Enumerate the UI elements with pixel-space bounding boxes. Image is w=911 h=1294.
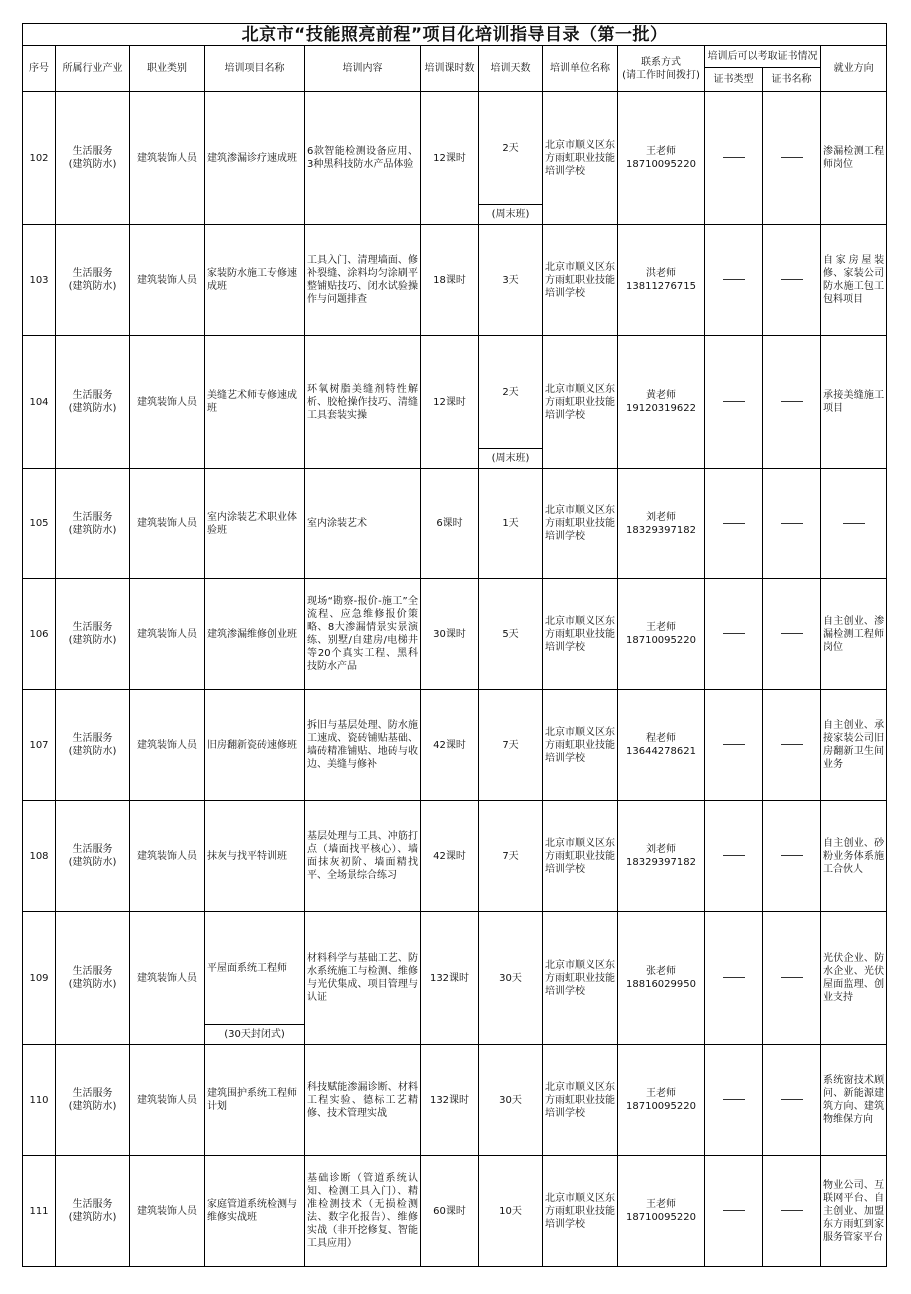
cell-cert-type (705, 469, 763, 579)
contact-teacher: 洪老师 (646, 268, 676, 279)
cell-employment: 渗漏检测工程师岗位 (821, 92, 887, 225)
contact-teacher: 王老师 (646, 1088, 676, 1099)
contact-phone: 18816029950 (626, 979, 696, 990)
header-contact-label: 联系方式 (641, 56, 681, 68)
table-row (23, 801, 887, 912)
cell-seq: 102 (23, 92, 56, 225)
contact-teacher: 王老师 (646, 1199, 676, 1210)
industry-main: 生活服务 (72, 733, 113, 744)
cell-unit: 北京市顺义区东方雨虹职业技能培训学校 (543, 225, 618, 336)
dash-line (723, 157, 745, 158)
industry-sub: (建筑防水) (68, 1101, 117, 1112)
cell-unit: 北京市顺义区东方雨虹职业技能培训学校 (543, 690, 618, 801)
dash-line (781, 279, 803, 280)
cell-unit: 北京市顺义区东方雨虹职业技能培训学校 (543, 801, 618, 912)
industry-main: 生活服务 (72, 1199, 113, 1210)
cell-days: 2天 (479, 92, 543, 205)
cell-industry (56, 1045, 130, 1156)
industry-sub: (建筑防水) (68, 1212, 117, 1223)
cell-industry (56, 92, 130, 225)
dash-line (781, 1099, 803, 1100)
contact-phone: 18329397182 (626, 857, 696, 868)
cell-employment: 自主创业、渗漏检测工程师岗位 (821, 579, 887, 690)
cell-project-name: 建筑渗漏维修创业班 (205, 579, 305, 690)
cell-hours: 6课时 (421, 469, 479, 579)
cell-job-category: 建筑装饰人员 (130, 801, 205, 912)
dash-line (781, 157, 803, 158)
cell-contact (618, 1156, 705, 1267)
dash-line (843, 523, 865, 524)
industry-sub: (建筑防水) (68, 403, 117, 414)
cell-days: 5天 (479, 579, 543, 690)
table-row (23, 225, 887, 336)
cell-content: 现场“勘察-报价-施工”全流程、应急维修报价策略、8大渗漏情景实景演练、别墅/自建房/电梯井等20个真实工程、黑科技防水产品 (305, 579, 421, 690)
dash-line (723, 1210, 745, 1211)
industry-main: 生活服务 (72, 1088, 113, 1099)
cell-project-name: 旧房翻新瓷砖速修班 (205, 690, 305, 801)
cell-seq: 106 (23, 579, 56, 690)
cell-hours: 18课时 (421, 225, 479, 336)
cell-content: 科技赋能渗漏诊断、材料工程实验、德标工艺精修、技术管理实战 (305, 1045, 421, 1156)
cell-content: 6款智能检测设备应用、3种黑科技防水产品体验 (305, 92, 421, 225)
cell-content: 基础诊断（管道系统认知、检测工具入门）、精准检测技术（无损检测法、数字化报告）、维修实战（非开挖修复、智能工具应用） (305, 1156, 421, 1267)
cell-cert-type (705, 1156, 763, 1267)
cell-content: 基层处理与工具、冲筋打点（墙面找平核心）、墙面抹灰初阶、墙面精找平、全场景综合练习 (305, 801, 421, 912)
cell-employment: 系统窗技术顾问、新能源建筑方向、建筑物维保方向 (821, 1045, 887, 1156)
header-content: 培训内容 (305, 46, 421, 92)
cell-job-category: 建筑装饰人员 (130, 336, 205, 469)
cell-unit: 北京市顺义区东方雨虹职业技能培训学校 (543, 1156, 618, 1267)
table-row (23, 469, 887, 579)
cell-seq: 107 (23, 690, 56, 801)
cell-contact (618, 1045, 705, 1156)
industry-sub: (建筑防水) (68, 524, 117, 536)
cell-cert-name (763, 1045, 821, 1156)
cell-seq: 109 (23, 912, 56, 1045)
cell-unit: 北京市顺义区东方雨虹职业技能培训学校 (543, 912, 618, 1045)
cell-industry (56, 579, 130, 690)
cell-unit: 北京市顺义区东方雨虹职业技能培训学校 (543, 92, 618, 225)
contact-teacher: 张老师 (646, 966, 676, 977)
cell-seq: 111 (23, 1156, 56, 1267)
cell-content: 材料科学与基础工艺、防水系统施工与检测、维修与光伏集成、项目管理与认证 (305, 912, 421, 1045)
header-contact-note: (请工作时间拨打) (622, 69, 700, 81)
dash-line (781, 523, 803, 524)
cell-cert-type (705, 1045, 763, 1156)
cell-job-category: 建筑装饰人员 (130, 469, 205, 579)
contact-teacher: 刘老师 (646, 511, 676, 523)
cell-cert-type (705, 801, 763, 912)
cell-content: 拆旧与基层处理、防水施工速成、瓷砖铺贴基础、墙砖精准铺贴、地砖与收边、美缝与修补 (305, 690, 421, 801)
cell-cert-name (763, 579, 821, 690)
contact-phone: 18710095220 (626, 635, 696, 646)
cell-industry (56, 225, 130, 336)
cell-contact (618, 801, 705, 912)
header-seq: 序号 (23, 46, 56, 92)
industry-main: 生活服务 (72, 390, 113, 401)
contact-teacher: 黄老师 (646, 390, 676, 401)
cell-contact (618, 690, 705, 801)
cell-project-name: 建筑围护系统工程师计划 (205, 1045, 305, 1156)
cell-industry (56, 801, 130, 912)
cell-job-category: 建筑装饰人员 (130, 225, 205, 336)
cell-seq: 104 (23, 336, 56, 469)
cell-employment: 承接美缝施工项目 (821, 336, 887, 469)
cell-cert-name (763, 912, 821, 1045)
industry-sub: (建筑防水) (68, 857, 117, 868)
dash-line (781, 855, 803, 856)
contact-phone: 18710095220 (626, 1101, 696, 1112)
dash-line (781, 744, 803, 745)
industry-sub: (建筑防水) (68, 979, 117, 990)
header-industry: 所属行业产业 (56, 46, 130, 92)
cell-cert-name (763, 92, 821, 225)
contact-teacher: 刘老师 (646, 844, 676, 855)
dash-line (781, 1210, 803, 1211)
dash-line (781, 977, 803, 978)
dash-line (781, 401, 803, 402)
industry-sub: (建筑防水) (68, 746, 117, 757)
cell-hours: 12课时 (421, 92, 479, 225)
dash-line (723, 523, 745, 524)
cell-employment (821, 469, 887, 579)
industry-main: 生活服务 (72, 966, 113, 977)
contact-phone: 18710095220 (626, 1212, 696, 1223)
cell-seq: 105 (23, 469, 56, 579)
cell-cert-name (763, 801, 821, 912)
cell-contact (618, 92, 705, 225)
cell-content: 环氧树脂美缝剂特性解析、胶枪操作技巧、清缝工具套装实操 (305, 336, 421, 469)
cell-content: 室内涂装艺术 (305, 469, 421, 579)
cell-days-note: (周末班) (479, 449, 543, 469)
header-unit: 培训单位名称 (543, 46, 618, 92)
header-cert-group: 培训后可以考取证书情况 (705, 46, 821, 68)
cell-cert-type (705, 336, 763, 469)
cell-cert-type (705, 92, 763, 225)
cell-employment: 光伏企业、防水企业、光伏屋面监理、创业支持 (821, 912, 887, 1045)
table-row (23, 336, 887, 449)
cell-job-category: 建筑装饰人员 (130, 1045, 205, 1156)
cell-industry (56, 469, 130, 579)
industry-main: 生活服务 (72, 146, 113, 157)
industry-sub: (建筑防水) (68, 159, 117, 170)
cell-contact (618, 336, 705, 469)
cell-days: 30天 (479, 912, 543, 1045)
cell-contact (618, 579, 705, 690)
cell-employment: 自主创业、承接家装公司旧房翻新卫生间业务 (821, 690, 887, 801)
cell-employment: 自家房屋装修、家装公司防水施工包工包料项目 (821, 225, 887, 336)
cell-project-name: 抹灰与找平特训班 (205, 801, 305, 912)
cell-cert-name (763, 336, 821, 469)
cell-cert-name (763, 469, 821, 579)
cell-hours: 60课时 (421, 1156, 479, 1267)
cell-project-name: 家庭管道系统检测与维修实战班 (205, 1156, 305, 1267)
cell-industry (56, 690, 130, 801)
cell-days: 7天 (479, 801, 543, 912)
table-row (23, 92, 887, 205)
cell-cert-name (763, 225, 821, 336)
cell-project-name: 建筑渗漏诊疗速成班 (205, 92, 305, 225)
dash-line (723, 977, 745, 978)
cell-employment: 物业公司、互联网平台、自主创业、加盟东方雨虹到家服务管家平台 (821, 1156, 887, 1267)
dash-line (723, 633, 745, 634)
dash-line (723, 855, 745, 856)
cell-seq: 103 (23, 225, 56, 336)
cell-days: 7天 (479, 690, 543, 801)
dash-line (723, 1099, 745, 1100)
contact-teacher: 王老师 (646, 622, 676, 633)
industry-sub: (建筑防水) (68, 635, 117, 646)
table-row (23, 1156, 887, 1267)
table-body (23, 92, 887, 1267)
cell-unit: 北京市顺义区东方雨虹职业技能培训学校 (543, 336, 618, 469)
contact-phone: 18710095220 (626, 159, 696, 170)
header-employment: 就业方向 (821, 46, 887, 92)
training-catalog-table (22, 23, 887, 1267)
cell-industry (56, 1156, 130, 1267)
header-project-name: 培训项目名称 (205, 46, 305, 92)
table-row (23, 579, 887, 690)
header-job-category: 职业类别 (130, 46, 205, 92)
cell-unit: 北京市顺义区东方雨虹职业技能培训学校 (543, 579, 618, 690)
industry-sub: (建筑防水) (68, 281, 117, 292)
cell-hours: 42课时 (421, 801, 479, 912)
dash-line (723, 401, 745, 402)
industry-main: 生活服务 (72, 268, 113, 279)
cell-hours: 42课时 (421, 690, 479, 801)
cell-hours: 12课时 (421, 336, 479, 469)
cell-employment: 自主创业、砂粉业务体系施工合伙人 (821, 801, 887, 912)
cell-seq: 108 (23, 801, 56, 912)
cell-unit: 北京市顺义区东方雨虹职业技能培训学校 (543, 1045, 618, 1156)
table-row (23, 912, 887, 1025)
cell-cert-name (763, 690, 821, 801)
cell-industry (56, 336, 130, 469)
industry-main: 生活服务 (72, 622, 113, 633)
cell-cert-name (763, 1156, 821, 1267)
header-hours: 培训课时数 (421, 46, 479, 92)
cell-job-category: 建筑装饰人员 (130, 579, 205, 690)
cell-job-category: 建筑装饰人员 (130, 92, 205, 225)
page-title: 北京市“技能照亮前程”项目化培训指导目录（第一批） (23, 24, 887, 46)
contact-phone: 19120319622 (626, 403, 696, 414)
cell-project-name: 美缝艺术师专修速成班 (205, 336, 305, 469)
cell-job-category: 建筑装饰人员 (130, 690, 205, 801)
contact-phone: 13644278621 (626, 746, 696, 757)
dash-line (723, 744, 745, 745)
cell-days: 1天 (479, 469, 543, 579)
cell-job-category: 建筑装饰人员 (130, 912, 205, 1045)
cell-job-category: 建筑装饰人员 (130, 1156, 205, 1267)
header-cert-type: 证书类型 (705, 68, 763, 92)
header-days: 培训天数 (479, 46, 543, 92)
cell-days: 2天 (479, 336, 543, 449)
cell-seq: 110 (23, 1045, 56, 1156)
cell-project-note: (30天封闭式) (205, 1025, 305, 1045)
cell-hours: 132课时 (421, 1045, 479, 1156)
cell-days: 3天 (479, 225, 543, 336)
header-contact (618, 46, 705, 92)
cell-cert-type (705, 690, 763, 801)
cell-contact (618, 469, 705, 579)
cell-cert-type (705, 912, 763, 1045)
cell-project-name: 室内涂装艺术职业体验班 (205, 469, 305, 579)
industry-main: 生活服务 (72, 844, 113, 855)
table-row (23, 690, 887, 801)
cell-project-name: 家装防水施工专修速成班 (205, 225, 305, 336)
industry-main: 生活服务 (72, 511, 113, 523)
cell-days-note: (周末班) (479, 205, 543, 225)
cell-contact (618, 912, 705, 1045)
cell-cert-type (705, 579, 763, 690)
contact-teacher: 程老师 (646, 733, 676, 744)
contact-phone: 13811276715 (626, 281, 696, 292)
cell-unit: 北京市顺义区东方雨虹职业技能培训学校 (543, 469, 618, 579)
cell-hours: 30课时 (421, 579, 479, 690)
cell-days: 30天 (479, 1045, 543, 1156)
cell-hours: 132课时 (421, 912, 479, 1045)
table-row (23, 1045, 887, 1156)
header-cert-name: 证书名称 (763, 68, 821, 92)
cell-days: 10天 (479, 1156, 543, 1267)
contact-phone: 18329397182 (626, 524, 696, 536)
cell-contact (618, 225, 705, 336)
cell-project-name: 平屋面系统工程师 (205, 912, 305, 1025)
cell-cert-type (705, 225, 763, 336)
cell-industry (56, 912, 130, 1045)
dash-line (723, 279, 745, 280)
dash-line (781, 633, 803, 634)
contact-teacher: 王老师 (646, 146, 676, 157)
cell-content: 工具入门、清理墙面、修补裂缝、涂料均匀涂刷平整铺贴技巧、闭水试验操作与问题排查 (305, 225, 421, 336)
